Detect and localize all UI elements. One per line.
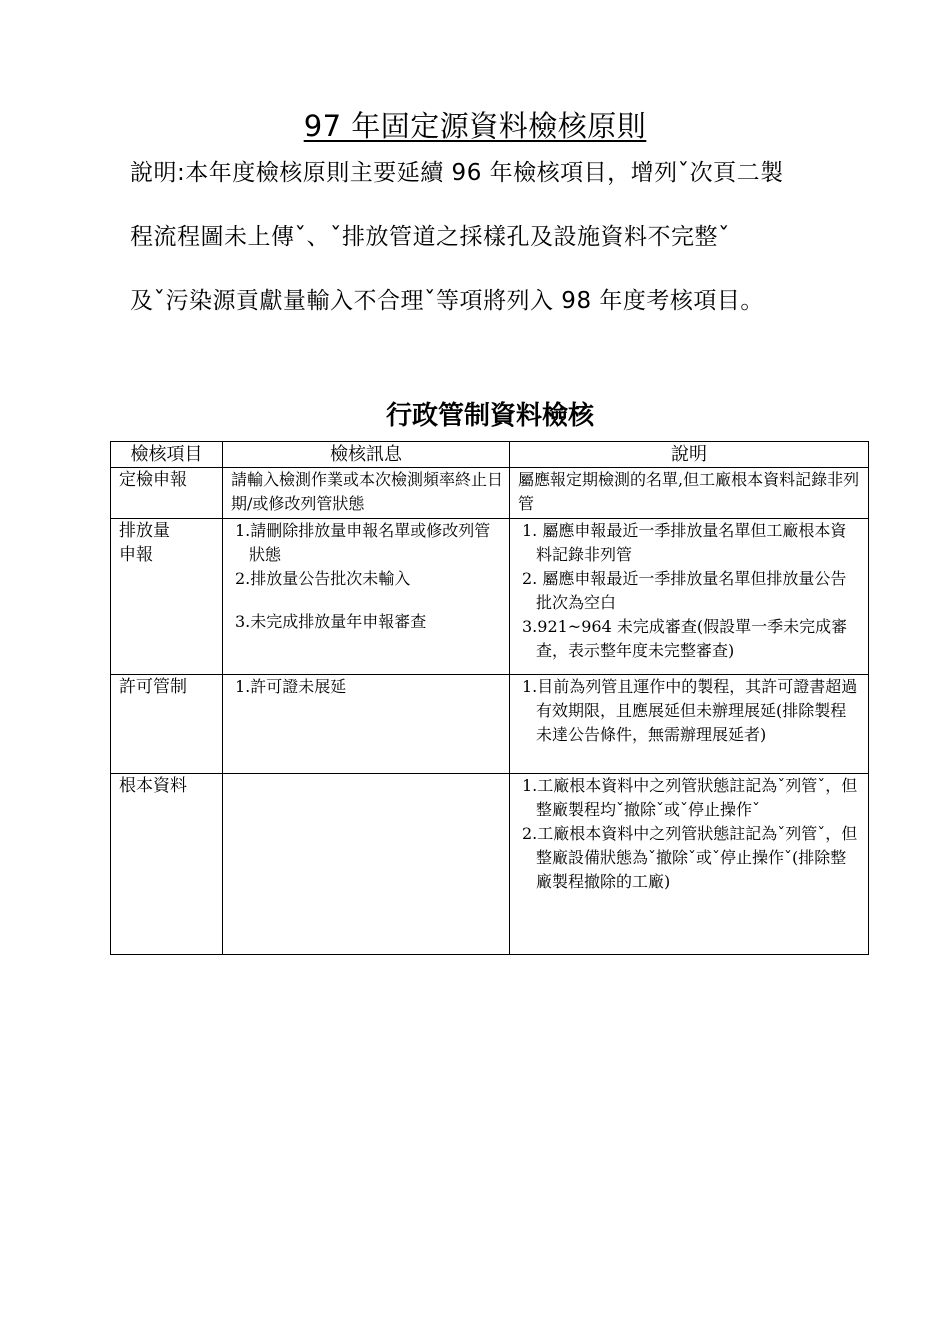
message-text: 1.許可證未展延 (235, 677, 347, 696)
note-text: 1.工廠根本資料中之列管狀態註記為ˇ列管ˇ，但整廠製程均ˇ撤除ˇ或ˇ停止操作ˇ (522, 776, 858, 819)
item-text: 排放量 (119, 521, 170, 541)
table-row (111, 519, 869, 675)
note-text: 屬應報定期檢測的名單,但工廠根本資料記錄非列管 (518, 470, 860, 513)
item-text: 申報 (119, 545, 153, 565)
intro-paragraph (130, 162, 860, 354)
message-text: 3.未完成排放量年申報審查 (235, 612, 427, 631)
item-text: 定檢申報 (119, 470, 187, 490)
document-title: 97 年固定源資料檢核原則 (303, 109, 647, 143)
header-message: 檢核訊息 (223, 442, 510, 468)
note-cell (510, 774, 869, 955)
table-row (111, 468, 869, 519)
message-cell (223, 675, 510, 774)
note-text: 2. 屬應申報最近一季排放量名單但排放量公告批次為空白 (522, 569, 847, 612)
item-cell (111, 468, 223, 519)
note-cell (510, 675, 869, 774)
table-row (111, 675, 869, 774)
note-text: 3.921~964 未完成審查(假設單一季未完成審查，表示整年度未完整審查) (522, 617, 848, 660)
item-cell (111, 519, 223, 675)
note-cell (510, 468, 869, 519)
check-table (110, 441, 869, 955)
intro-line: 說明:本年度檢核原則主要延續 96 年檢核項目，增列ˇ次頁二製 (130, 160, 784, 186)
note-cell (510, 519, 869, 675)
item-cell (111, 774, 223, 955)
message-text: 2.排放量公告批次未輸入 (235, 569, 411, 588)
header-note: 說明 (510, 442, 869, 468)
item-text: 許可管制 (119, 677, 187, 697)
message-cell (223, 468, 510, 519)
note-text: 1. 屬應申報最近一季排放量名單但工廠根本資料記錄非列管 (522, 521, 847, 564)
header-item: 檢核項目 (111, 442, 223, 468)
intro-line: 程流程圖未上傳ˇ、ˇ排放管道之採樣孔及設施資料不完整ˇ (130, 224, 730, 250)
note-text: 2.工廠根本資料中之列管狀態註記為ˇ列管ˇ，但整廠設備狀態為ˇ撤除ˇ或ˇ停止操作ˇ(排除整廠製程撤除的工廠) (522, 824, 858, 891)
item-text: 根本資料 (119, 776, 187, 796)
intro-line: 及ˇ污染源貢獻量輸入不合理ˇ等項將列入 98 年度考核項目。 (130, 288, 764, 314)
note-text: 1.目前為列管且運作中的製程，其許可證書超過有效期限，且應展延但未辦理展延(排除製程未達公告條件，無需辦理展延者) (522, 677, 858, 744)
item-cell (111, 675, 223, 774)
spacer (231, 591, 503, 610)
message-text: 請輸入檢測作業或本次檢測頻率終止日期/或修改列管狀態 (231, 470, 504, 513)
table-row (111, 774, 869, 955)
message-cell (223, 774, 510, 955)
message-cell (223, 519, 510, 675)
table-header-row (111, 442, 869, 468)
section-title: 行政管制資料檢核 (385, 401, 594, 431)
message-text: 1.請刪除排放量申報名單或修改列管狀態 (235, 521, 491, 564)
